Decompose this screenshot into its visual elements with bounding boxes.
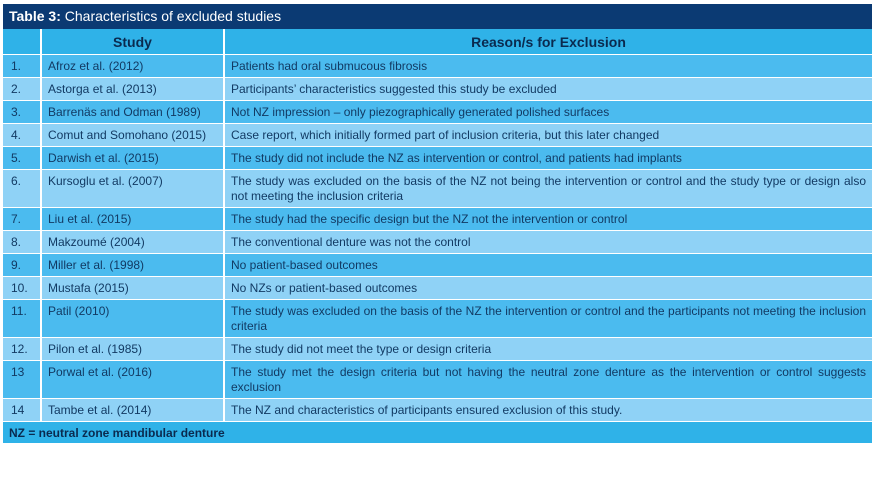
table-row bbox=[3, 399, 872, 422]
table-title-text: Characteristics of excluded studies bbox=[60, 8, 282, 24]
row-reason: The study was excluded on the basis of the NZ the intervention or control and the participants not meeting the inclusion criteria bbox=[224, 300, 872, 338]
row-number: 10. bbox=[3, 277, 41, 300]
row-reason: Case report, which initially formed part of inclusion criteria, but this later changed bbox=[224, 124, 872, 147]
header-reason: Reason/s for Exclusion bbox=[224, 29, 872, 55]
row-study: Astorga et al. (2013) bbox=[41, 78, 224, 101]
table-row bbox=[3, 277, 872, 300]
table-row bbox=[3, 231, 872, 254]
table-row bbox=[3, 170, 872, 208]
row-number: 4. bbox=[3, 124, 41, 147]
row-number: 11. bbox=[3, 300, 41, 338]
row-reason: The study was excluded on the basis of the NZ not being the intervention or control and the study type or design also not meeting the inclusion criteria bbox=[224, 170, 872, 208]
row-study: Darwish et al. (2015) bbox=[41, 147, 224, 170]
row-reason: Not NZ impression – only piezographically generated polished surfaces bbox=[224, 101, 872, 124]
table-row bbox=[3, 147, 872, 170]
header-number bbox=[3, 29, 41, 55]
row-number: 12. bbox=[3, 338, 41, 361]
row-number: 5. bbox=[3, 147, 41, 170]
table-row bbox=[3, 124, 872, 147]
row-study: Barrenäs and Odman (1989) bbox=[41, 101, 224, 124]
row-number: 13 bbox=[3, 361, 41, 399]
row-study: Mustafa (2015) bbox=[41, 277, 224, 300]
table-body bbox=[3, 55, 872, 422]
row-reason: The NZ and characteristics of participants ensured exclusion of this study. bbox=[224, 399, 872, 422]
excluded-studies-table-container bbox=[3, 4, 872, 443]
row-reason: Patients had oral submucous fibrosis bbox=[224, 55, 872, 78]
table-row bbox=[3, 300, 872, 338]
table-title bbox=[3, 4, 872, 29]
table-row bbox=[3, 254, 872, 277]
table-row bbox=[3, 208, 872, 231]
table-row bbox=[3, 338, 872, 361]
table-header-row bbox=[3, 29, 872, 55]
row-reason: No patient-based outcomes bbox=[224, 254, 872, 277]
table-footnote: NZ = neutral zone mandibular denture bbox=[3, 421, 872, 443]
row-number: 8. bbox=[3, 231, 41, 254]
row-reason: The study did not meet the type or design criteria bbox=[224, 338, 872, 361]
excluded-studies-table bbox=[3, 29, 872, 421]
table-row bbox=[3, 361, 872, 399]
header-study: Study bbox=[41, 29, 224, 55]
row-reason: No NZs or patient-based outcomes bbox=[224, 277, 872, 300]
row-number: 14 bbox=[3, 399, 41, 422]
table-title-label: Table 3: bbox=[9, 8, 61, 24]
row-number: 6. bbox=[3, 170, 41, 208]
row-study: Makzoumé (2004) bbox=[41, 231, 224, 254]
row-number: 7. bbox=[3, 208, 41, 231]
row-reason: The study did not include the NZ as intervention or control, and patients had implants bbox=[224, 147, 872, 170]
table-row bbox=[3, 101, 872, 124]
table-row bbox=[3, 55, 872, 78]
row-study: Liu et al. (2015) bbox=[41, 208, 224, 231]
row-number: 1. bbox=[3, 55, 41, 78]
table-row bbox=[3, 78, 872, 101]
row-number: 2. bbox=[3, 78, 41, 101]
row-number: 9. bbox=[3, 254, 41, 277]
row-reason: The conventional denture was not the control bbox=[224, 231, 872, 254]
row-reason: Participants’ characteristics suggested this study be excluded bbox=[224, 78, 872, 101]
row-study: Kursoglu et al. (2007) bbox=[41, 170, 224, 208]
row-reason: The study met the design criteria but not having the neutral zone denture as the intervention or control suggests exclusion bbox=[224, 361, 872, 399]
row-study: Patil (2010) bbox=[41, 300, 224, 338]
row-study: Tambe et al. (2014) bbox=[41, 399, 224, 422]
row-number: 3. bbox=[3, 101, 41, 124]
row-study: Pilon et al. (1985) bbox=[41, 338, 224, 361]
row-study: Porwal et al. (2016) bbox=[41, 361, 224, 399]
row-study: Afroz et al. (2012) bbox=[41, 55, 224, 78]
row-study: Miller et al. (1998) bbox=[41, 254, 224, 277]
row-study: Comut and Somohano (2015) bbox=[41, 124, 224, 147]
row-reason: The study had the specific design but the NZ not the intervention or control bbox=[224, 208, 872, 231]
